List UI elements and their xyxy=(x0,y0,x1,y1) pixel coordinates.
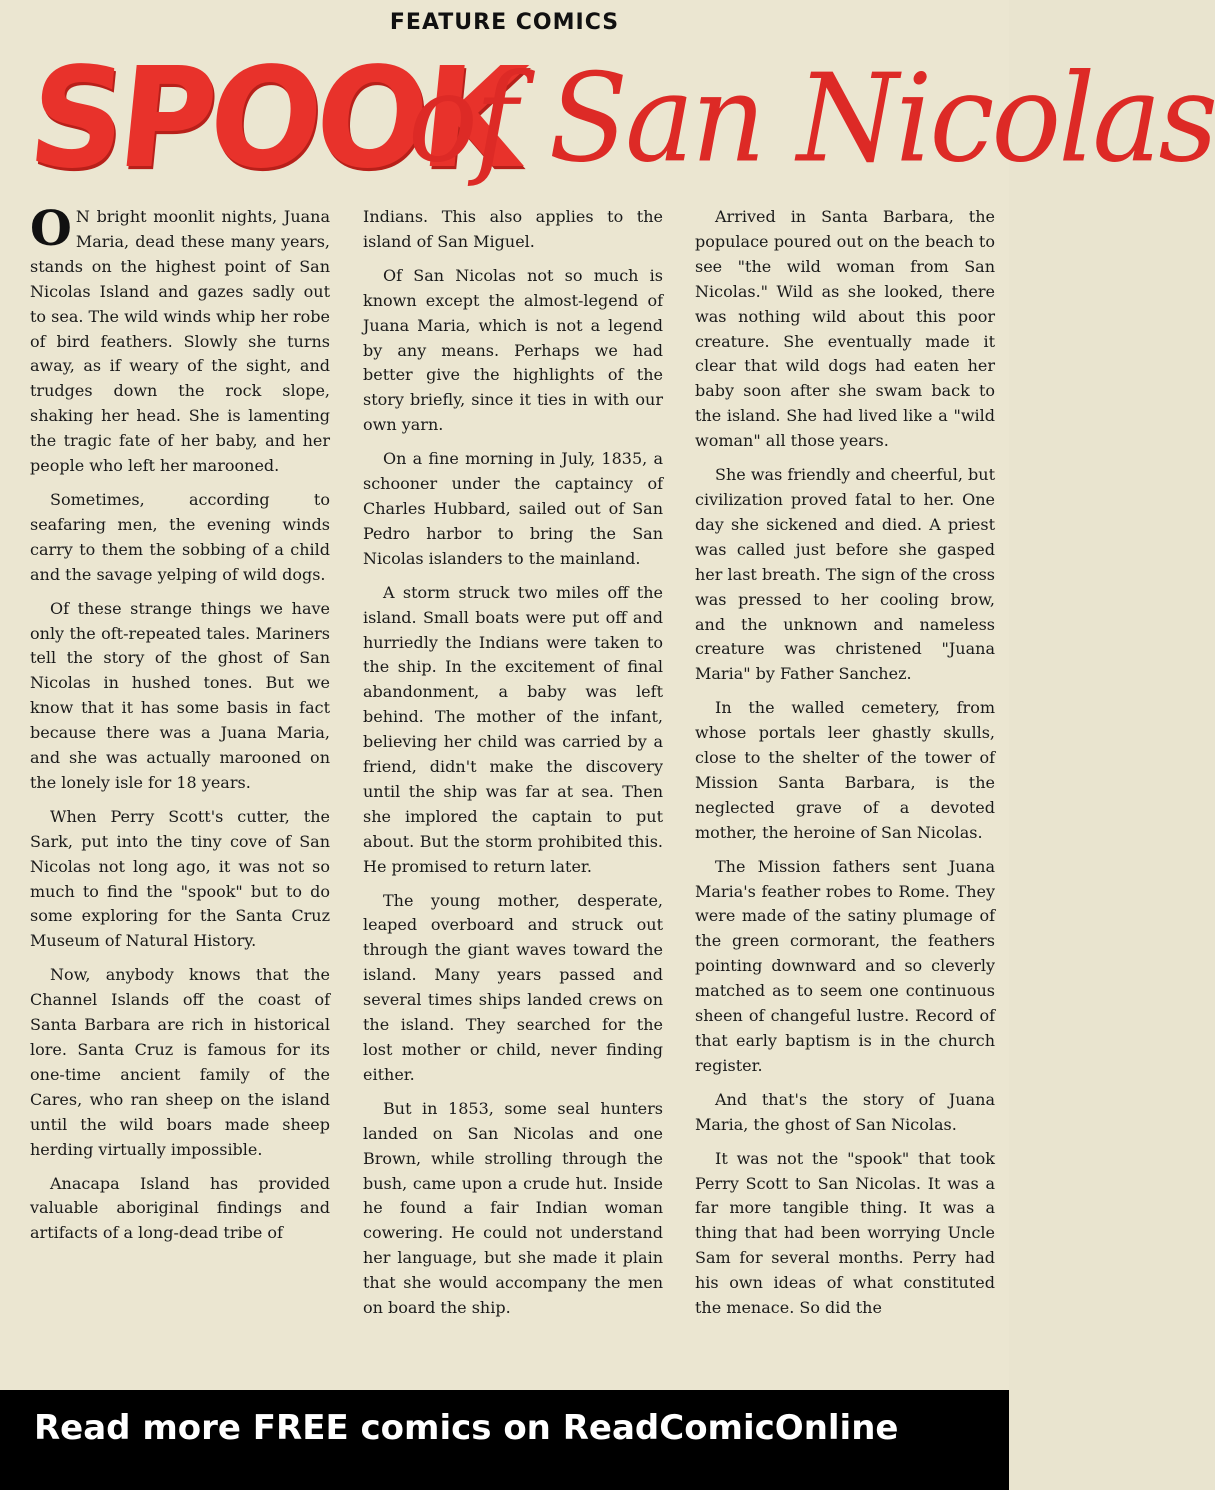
promo-banner[interactable] xyxy=(0,1390,1009,1490)
story-title xyxy=(22,37,1215,200)
paragraph: It was not the "spook" that took Perry Scott to San Nicolas. It was a far more tangible thing. It was a thing that had been worrying Uncle Sam for several months. Perry had his own ideas of what constituted the menace. So did the xyxy=(695,1148,995,1318)
paragraph: Of these strange things we have only the oft-repeated tales. Mariners tell the story of the ghost of San Nicolas in hushed tones. But we know that it has some basis in fact because there was a Juana Maria, and she was actually marooned on the lonely isle for 18 years. xyxy=(30,598,330,792)
paragraph: The Mission fathers sent Juana Maria's feather robes to Rome. They were made of the satiny plumage of the green cormorant, the feathers pointing downward and so cleverly matched as to seem one continuous sheen of changeful lustre. Record of that early baptism is in the church register. xyxy=(695,856,995,1075)
series-header: FEATURE COMICS xyxy=(389,10,620,35)
title-of-san-nicolas: of San Nicolas xyxy=(408,48,1215,190)
column-1 xyxy=(30,201,330,1375)
paragraph: When Perry Scott's cutter, the Sark, put into the tiny cove of San Nicolas not long ago, it was not so much to find the "spook" but to do some exploring for the Santa Cruz Museum of Natural History. xyxy=(30,806,330,951)
paragraph: Sometimes, according to seafaring men, the evening winds carry to them the sobbing of a child and the savage yelping of wild dogs. xyxy=(30,489,330,584)
paragraph: But in 1853, some seal hunters landed on San Nicolas and one Brown, while strolling through the bush, came upon a crude hut. Inside he found a fair Indian woman cowering. He could not understand her language, but she made it plain that she would accompany the men on board the ship. xyxy=(363,1098,663,1318)
paragraph: And that's the story of Juana Maria, the ghost of San Nicolas. xyxy=(695,1089,995,1134)
paragraph: In the walled cemetery, from whose portals leer ghastly skulls, close to the shelter of the tower of Mission Santa Barbara, is the neglected grave of a devoted mother, the heroine of San Nicolas. xyxy=(695,698,995,842)
column-3 xyxy=(695,205,995,1375)
promo-banner-text[interactable]: Read more FREE comics on ReadComicOnline xyxy=(34,1408,899,1448)
paragraph: Now, anybody knows that the Channel Islands off the coast of Santa Barbara are rich in historical lore. Santa Cruz is famous for its one-time ancient family of the Cares, who ran sheep on the island until the wild boars made sheep herding virtually impossible. xyxy=(30,965,330,1159)
text-columns xyxy=(30,201,995,1375)
paragraph: Arrived in Santa Barbara, the populace poured out on the beach to see "the wild woman from San Nicolas." Wild as she looked, there was nothing wild about this poor creature. She eventually made it clear that wild dogs had eaten her baby soon after she swam back to the island. She had lived like a "wild woman" all those years. xyxy=(695,207,995,451)
title-spook: SPOOK xyxy=(22,37,527,200)
paragraph-text: N bright moonlit nights, Juana Maria, dead these many years, stands on the highest point of San Nicolas Island and gazes sadly out to sea. The wild winds whip her robe of bird feathers. Slowly she turns away, as if weary of the sight, and trudges down the rock slope, shaking her head. She is lamenting the tragic fate of her baby, and her people who left her marooned. xyxy=(30,207,330,476)
paragraph: On a fine morning in July, 1835, a schooner under the captaincy of Charles Hubbard, sailed out of San Pedro harbor to bring the San Nicolas islanders to the mainland. xyxy=(363,449,663,568)
paragraph: Anacapa Island has provided valuable aboriginal findings and artifacts of a long-dead tribe of xyxy=(30,1173,330,1243)
paragraph: The young mother, desperate, leaped overboard and struck out through the giant waves toward the island. Many years passed and several times ships landed crews on the island. They searched for the lost mother or child, never finding either. xyxy=(363,890,663,1084)
paragraph: She was friendly and cheerful, but civilization proved fatal to her. One day she sickened and died. A priest was called just before she gasped her last breath. The sign of the cross was pressed to her cooling brow, and the unknown and nameless creature was christened "Juana Maria" by Father Sanchez. xyxy=(695,465,995,684)
paragraph xyxy=(30,201,330,479)
paragraph: Indians. This also applies to the island of San Miguel. xyxy=(363,207,663,251)
paragraph: Of San Nicolas not so much is known except the almost-legend of Juana Maria, which is not a legend by any means. Perhaps we had better give the highlights of the story briefly, since it ties in with our own yarn. xyxy=(363,265,663,435)
drop-cap: O xyxy=(30,201,72,257)
paragraph: A storm struck two miles off the island. Small boats were put off and hurriedly the Indians were taken to the ship. In the excitement of final abandonment, a baby was left behind. The mother of the infant, believing her child was carried by a friend, didn't make the discovery until the ship was far at sea. Then she implored the captain to put about. But the storm prohibited this. He promised to return later. xyxy=(363,582,663,876)
column-2 xyxy=(363,205,663,1375)
